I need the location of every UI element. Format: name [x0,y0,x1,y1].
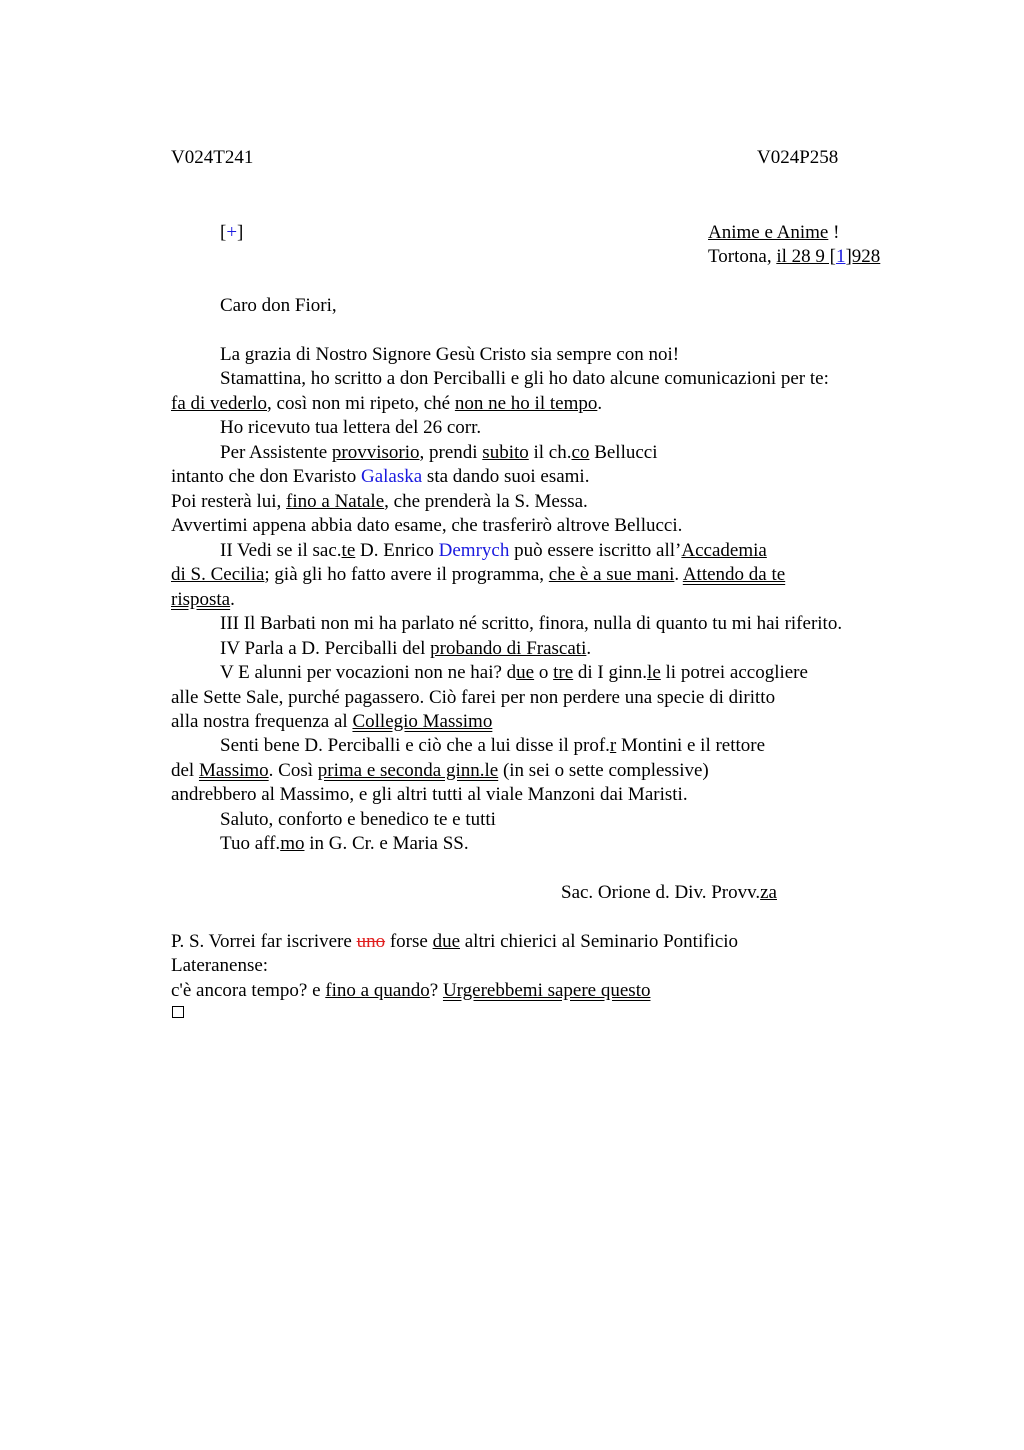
body-line [220,637,591,661]
underlined-text: subito [482,442,529,463]
text: di I ginn. [573,662,648,683]
body-line [220,441,658,465]
text: alla nostra frequenza al [171,711,353,732]
underlined-text: di S. Cecilia [171,564,265,585]
body-line [220,832,469,856]
double-underlined-text: Attendo da te [682,564,786,585]
text: il ch. [528,442,572,463]
body-line: andrebbero al Massimo, e gli altri tutti al viale Manzoni dai Maristi. [171,784,688,805]
underlined-text: r [609,735,617,756]
text: IV Parla a D. Perciballi del [220,638,431,659]
body-line [220,661,808,685]
text: li potrei accogliere [660,662,808,683]
text: o [534,662,554,683]
place: Tortona, [708,246,777,267]
cross-marker [220,221,243,245]
text: Per Assistente [220,442,332,463]
text: D. Enrico [355,540,439,561]
underlined-text: co [571,442,590,463]
text: altri chierici al Seminario Pontificio [460,931,739,952]
body-line [220,734,765,758]
document-code-left: V024T241 [171,147,254,168]
postscript-line [171,979,650,1003]
date-part2: ]928 [845,246,881,267]
double-underlined-text: Collegio Massimo [352,711,493,732]
text: . [597,393,603,414]
text: Senti bene D. Perciballi e ciò che a lui disse il prof. [220,735,610,756]
underlined-text: fa di vederlo [171,393,268,414]
text: . [586,638,592,659]
annotated-name: Demrych [438,540,510,561]
underlined-text: fino a Natale [286,491,385,512]
underlined-text: mo [280,833,305,854]
text: intanto che don Evaristo [171,466,361,487]
underlined-text: le [647,662,661,683]
text: può essere iscritto all’ [509,540,682,561]
motto-suffix: ! [828,222,840,243]
text: forse [385,931,433,952]
double-underlined-text: prima e seconda ginn.le [317,760,499,781]
body-line [171,392,602,416]
place-date [708,245,880,269]
body-line: Avvertimi appena abbia dato esame, che trasferirò altrove Bellucci. [171,515,683,536]
body-line: Ho ricevuto tua lettera del 26 corr. [220,417,482,438]
text: . Così [268,760,318,781]
text: . [674,564,683,585]
underlined-text: non ne ho il tempo [454,393,598,414]
date-century: 1 [835,246,846,267]
document-code-right: V024P258 [757,147,839,168]
cross-open-bracket: [ [220,222,227,243]
underlined-text: te [341,540,356,561]
body-line: Stamattina, ho scritto a don Perciballi e gli ho dato alcune comunicazioni per te: [220,368,829,389]
underlined-text: Accademia [681,540,767,561]
salutation: Caro don Fiori, [220,295,337,316]
double-underlined-text: risposta [171,589,231,610]
body-line [171,490,588,514]
underlined-text: probando di Frascati [430,638,587,659]
underlined-text: che è a sue mani [548,564,675,585]
double-underlined-text: Massimo [198,760,269,781]
text: del [171,760,199,781]
body-line [171,710,492,734]
text: (in sei o sette complessive) [498,760,709,781]
text: Tuo aff. [220,833,281,854]
body-line: La grazia di Nostro Signore Gesù Cristo sia sempre con noi! [220,344,680,365]
text: ; già gli ho fatto avere il programma, [264,564,549,585]
text: , prendi [419,442,483,463]
body-line [171,465,589,489]
body-line [171,759,709,783]
motto-text: Anime e Anime [708,222,829,243]
cross-symbol: + [226,222,238,243]
text: in G. Cr. e Maria SS. [304,833,469,854]
body-line [220,539,767,563]
postscript-line: Lateranense: [171,955,269,976]
text: V E alunni per vocazioni non ne hai? d [220,662,517,683]
text: sta dando suoi esami. [422,466,590,487]
motto [708,221,839,245]
signature [561,881,777,905]
text: Poi resterà lui, [171,491,287,512]
deleted-text: uno [356,931,386,952]
body-line [171,563,785,587]
text: ? [429,980,443,1001]
text: P. S. Vorrei far iscrivere [171,931,357,952]
underlined-text: fino a quando [325,980,430,1001]
underlined-text: due [432,931,460,952]
text: . [230,589,235,610]
date-part1: il 28 9 [ [776,246,836,267]
text: , che prenderà la S. Messa. [384,491,588,512]
text: , così non mi ripeto, ché [267,393,455,414]
underlined-text: ue [516,662,535,683]
body-line: III Il Barbati non mi ha parlato né scritto, finora, nulla di quanto tu mi hai riferito. [220,613,843,634]
body-line: alle Sette Sale, purché pagassero. Ciò farei per non perdere una specie di diritto [171,687,776,708]
text: II Vedi se il sac. [220,540,342,561]
signature-text: Sac. Orione d. Div. Provv. [561,882,761,903]
cross-close-bracket: ] [237,222,244,243]
text: Bellucci [589,442,658,463]
text: Montini e il rettore [616,735,766,756]
body-line [171,588,235,612]
postscript-line [171,930,738,954]
underlined-text: tre [553,662,574,683]
end-box-icon [172,1006,184,1018]
signature-suffix: za [760,882,777,903]
underlined-text: provvisorio [331,442,420,463]
body-line: Saluto, conforto e benedico te e tutti [220,809,496,830]
text: c'è ancora tempo? e [171,980,326,1001]
annotated-name: Galaska [360,466,423,487]
double-underlined-text: Urgerebbemi sapere questo [442,980,651,1001]
